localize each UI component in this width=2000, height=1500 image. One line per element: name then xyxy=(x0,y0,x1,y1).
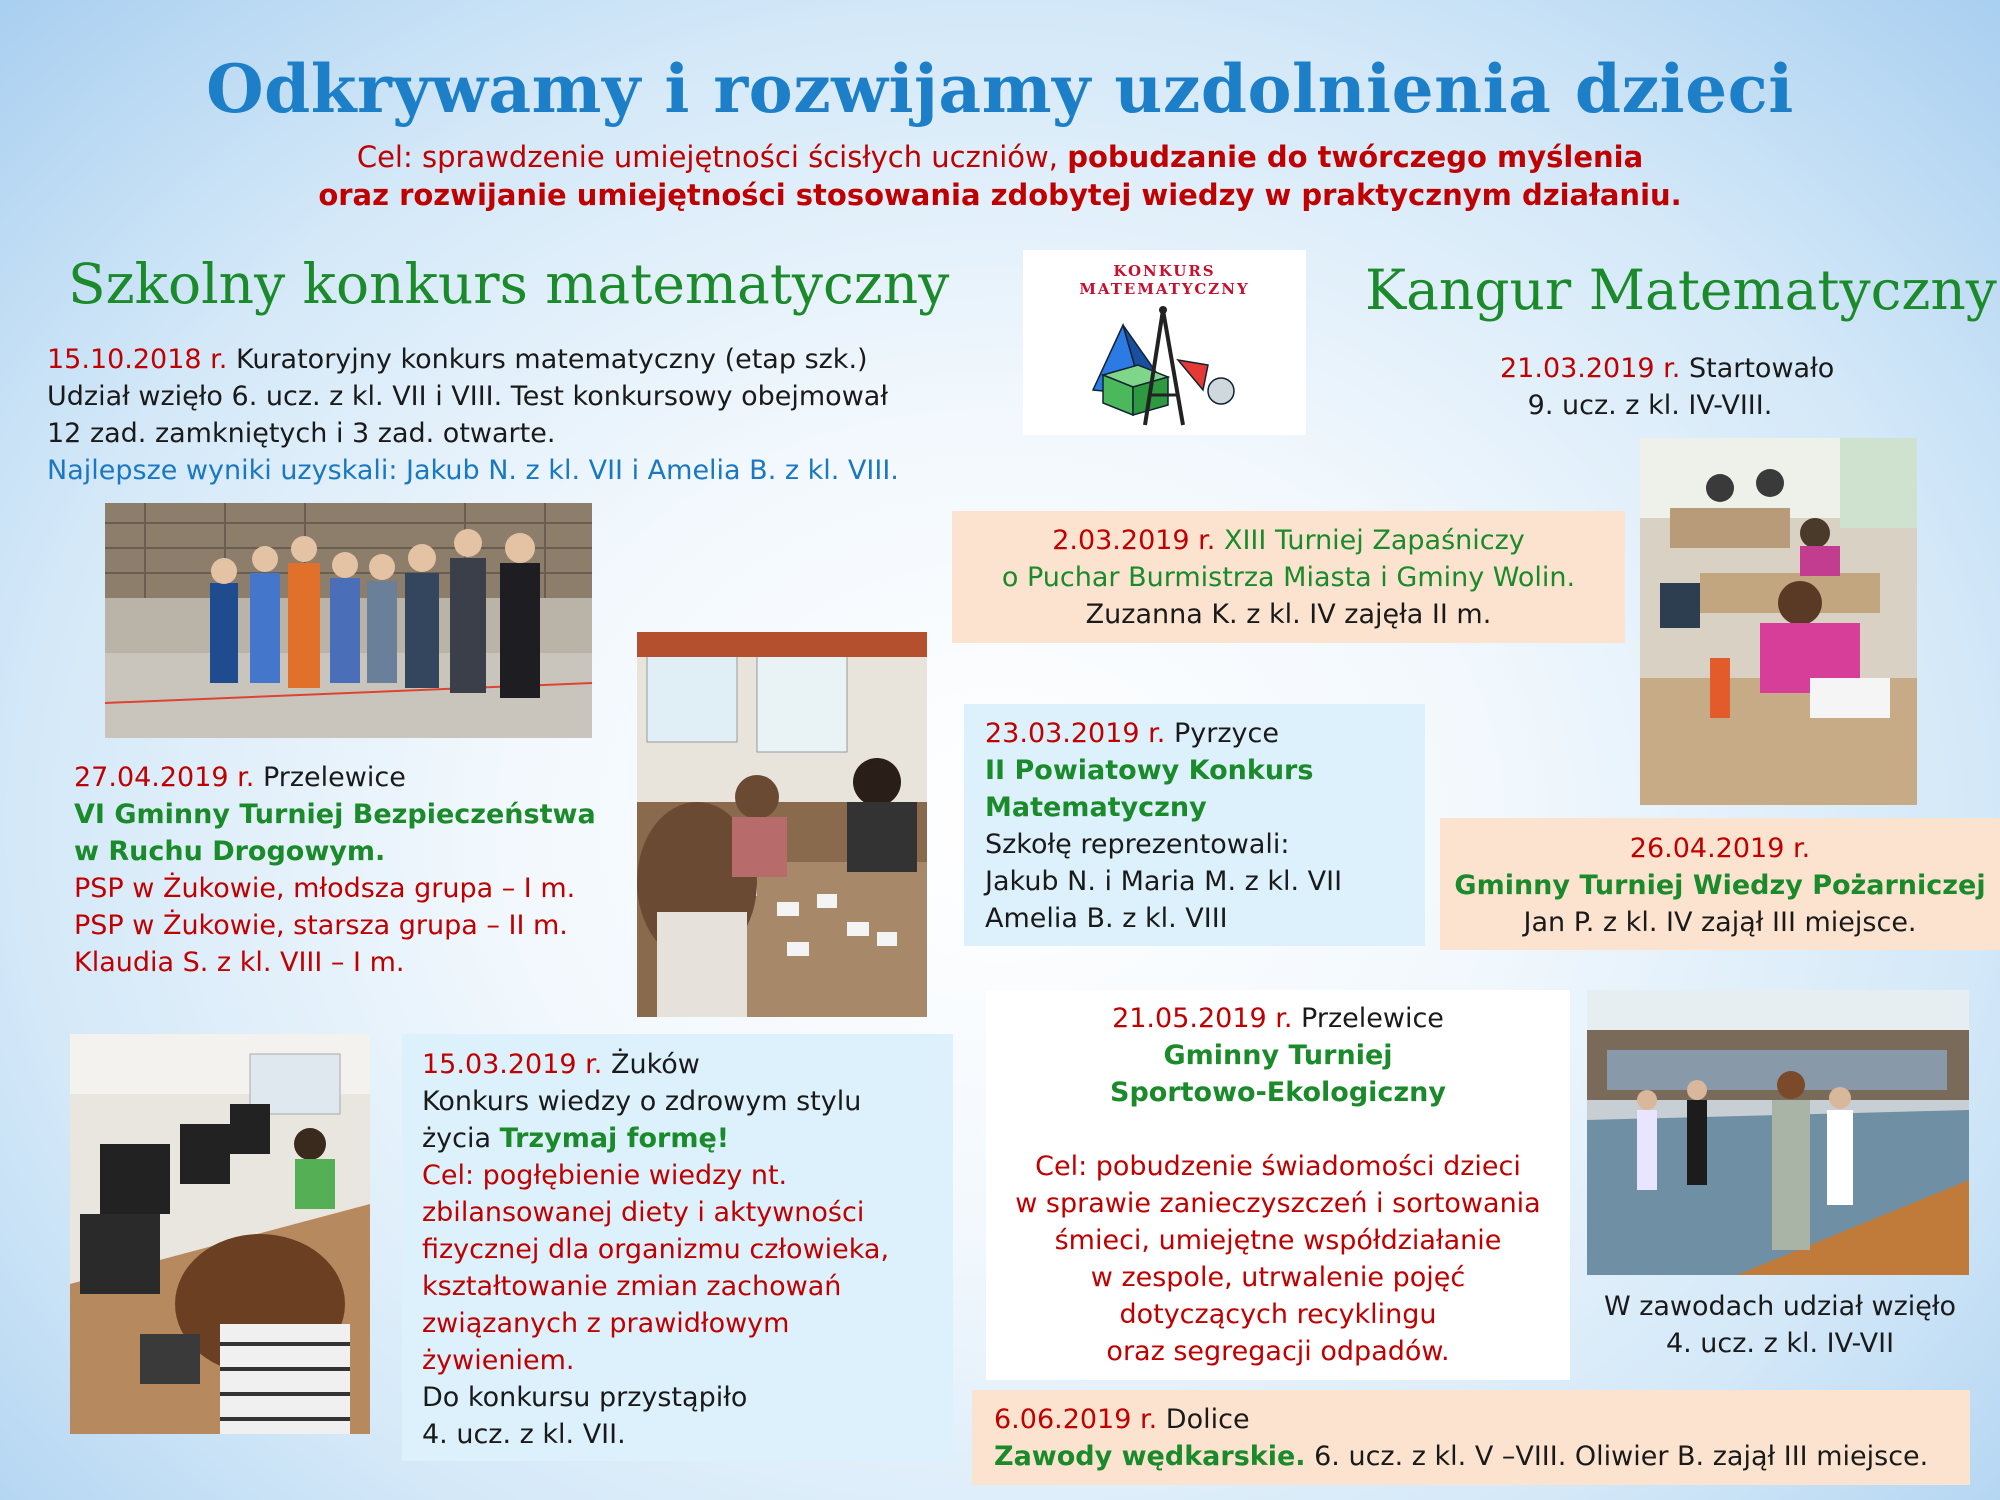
health-line4: zbilansowanej diety i aktywności xyxy=(422,1197,865,1228)
school-contest-title: Szkolny konkurs matematyczny xyxy=(68,252,950,316)
kangur-text xyxy=(1500,350,1835,424)
goal-statement xyxy=(0,138,2000,214)
health-line3: Cel: pogłębienie wiedzy nt. xyxy=(422,1160,788,1191)
traffic-date: 27.04.2019 r. xyxy=(74,762,255,793)
health-line7: związanych z prawidłowym xyxy=(422,1308,790,1339)
health-line2a: życia xyxy=(422,1123,500,1154)
pyrzyce-line3: Szkołę reprezentowali: xyxy=(985,829,1290,860)
goal-bold-2: oraz rozwijanie umiejętności stosowania zdobytej wiedzy w praktycznym działaniu. xyxy=(318,178,1682,212)
school-contest-text xyxy=(47,341,899,489)
wrestling-line1: XIII Turniej Zapaśniczy xyxy=(1215,525,1525,556)
eco-box xyxy=(986,990,1570,1380)
health-line5: fizycznej dla organizmu człowieka, xyxy=(422,1234,890,1265)
pyrzyce-place: Pyrzyce xyxy=(1165,718,1279,749)
logo-line1: KONKURS xyxy=(1113,262,1216,280)
traffic-line3: PSP w Żukowie, młodsza grupa – I m. xyxy=(74,873,576,904)
eco-line4: w sprawie zanieczyszczeń i sortowania xyxy=(1015,1188,1541,1219)
fishing-place: Dolice xyxy=(1157,1404,1250,1435)
traffic-line2: w Ruchu Drogowym. xyxy=(74,836,386,867)
logo-line2: MATEMATYCZNY xyxy=(1079,280,1250,298)
fishing-date: 6.06.2019 r. xyxy=(994,1404,1158,1435)
eco-place: Przelewice xyxy=(1292,1003,1444,1034)
photo-award-group xyxy=(105,503,592,738)
pyrzyce-line5: Amelia B. z kl. VIII xyxy=(985,903,1228,934)
photo-classroom-work xyxy=(637,632,927,1017)
eco-caption xyxy=(1580,1288,1980,1362)
geometry-shapes-icon xyxy=(1083,305,1253,430)
eco-line3: Cel: pobudzenie świadomości dzieci xyxy=(1035,1151,1521,1182)
health-box xyxy=(402,1034,953,1461)
eco-caption-line2: 4. ucz. z kl. IV-VII xyxy=(1665,1328,1895,1359)
kangur-line1: Startowało xyxy=(1680,353,1835,384)
health-line9: Do konkursu przystąpiło xyxy=(422,1382,748,1413)
wrestling-line2: o Puchar Burmistrza Miasta i Gminy Wolin. xyxy=(1001,562,1576,593)
goal-text: sprawdzenie umiejętności ścisłych uczniów, xyxy=(412,140,1068,174)
traffic-line5: Klaudia S. z kl. VIII – I m. xyxy=(74,947,405,978)
kangur-line2: 9. ucz. z kl. IV-VIII. xyxy=(1527,390,1773,421)
health-line2b: Trzymaj formę! xyxy=(499,1123,730,1154)
eco-date: 21.05.2019 r. xyxy=(1112,1003,1293,1034)
school-contest-line4: Najlepsze wyniki uzyskali: Jakub N. z kl. VII i Amelia B. z kl. VIII. xyxy=(47,455,899,486)
eco-line8: oraz segregacji odpadów. xyxy=(1106,1336,1450,1367)
health-line10: 4. ucz. z kl. VII. xyxy=(422,1419,626,1450)
contest-logo xyxy=(1023,250,1306,435)
photo-kangur-exam xyxy=(1640,438,1917,805)
photo-computer-lab xyxy=(70,1034,370,1434)
school-contest-line2: Udział wzięło 6. ucz. z kl. VII i VIII. Test konkursowy obejmował xyxy=(47,381,888,412)
fire-box xyxy=(1440,818,2000,950)
eco-line7: dotyczących recyklingu xyxy=(1119,1299,1437,1330)
school-contest-line3: 12 zad. zamkniętych i 3 zad. otwarte. xyxy=(47,418,556,449)
goal-label: Cel: xyxy=(356,140,413,174)
fire-line1: Gminny Turniej Wiedzy Pożarniczej xyxy=(1454,870,1986,901)
goal-bold-1: pobudzanie do twórczego myślenia xyxy=(1067,140,1644,174)
wrestling-date: 2.03.2019 r. xyxy=(1052,525,1216,556)
eco-caption-line1: W zawodach udział wzięło xyxy=(1603,1291,1957,1322)
eco-line2: Sportowo-Ekologiczny xyxy=(1110,1077,1446,1108)
health-place: Żuków xyxy=(602,1049,700,1080)
traffic-line4: PSP w Żukowie, starsza grupa – II m. xyxy=(74,910,568,941)
kangur-date: 21.03.2019 r. xyxy=(1500,353,1681,384)
pyrzyce-line2: Matematyczny xyxy=(985,792,1207,823)
eco-line1: Gminny Turniej xyxy=(1163,1040,1393,1071)
pyrzyce-line1: II Powiatowy Konkurs xyxy=(985,755,1314,786)
fire-line2: Jan P. z kl. IV zajął III miejsce. xyxy=(1523,907,1917,938)
photo-sports-hall xyxy=(1587,990,1969,1275)
school-contest-date: 15.10.2018 r. xyxy=(47,344,228,375)
eco-line5: śmieci, umiejętne współdziałanie xyxy=(1054,1225,1502,1256)
school-contest-line1: Kuratoryjny konkurs matematyczny (etap szk.) xyxy=(227,344,868,375)
eco-line6: w zespole, utrwalenie pojęć xyxy=(1090,1262,1466,1293)
pyrzyce-line4: Jakub N. i Maria M. z kl. VII xyxy=(985,866,1343,897)
health-line6: kształtowanie zmian zachowań xyxy=(422,1271,842,1302)
health-date: 15.03.2019 r. xyxy=(422,1049,603,1080)
kangur-title: Kangur Matematyczny xyxy=(1365,258,1997,322)
pyrzyce-box xyxy=(964,704,1425,946)
traffic-text xyxy=(74,759,596,981)
fishing-title: Zawody wędkarskie. xyxy=(994,1441,1306,1472)
health-line1: Konkurs wiedzy o zdrowym stylu xyxy=(422,1086,862,1117)
wrestling-line3: Zuzanna K. z kl. IV zajęła II m. xyxy=(1085,599,1492,630)
page-title: Odkrywamy i rozwijamy uzdolnienia dzieci xyxy=(206,50,1794,128)
wrestling-box xyxy=(952,511,1625,643)
health-line8: żywieniem. xyxy=(422,1345,575,1376)
traffic-line1: VI Gminny Turniej Bezpieczeństwa xyxy=(74,799,596,830)
fishing-box xyxy=(972,1390,1970,1485)
fire-date: 26.04.2019 r. xyxy=(1629,833,1811,864)
fishing-text: 6. ucz. z kl. V –VIII. Oliwier B. zajął III miejsce. xyxy=(1305,1441,1929,1472)
traffic-place: Przelewice xyxy=(254,762,406,793)
pyrzyce-date: 23.03.2019 r. xyxy=(985,718,1166,749)
